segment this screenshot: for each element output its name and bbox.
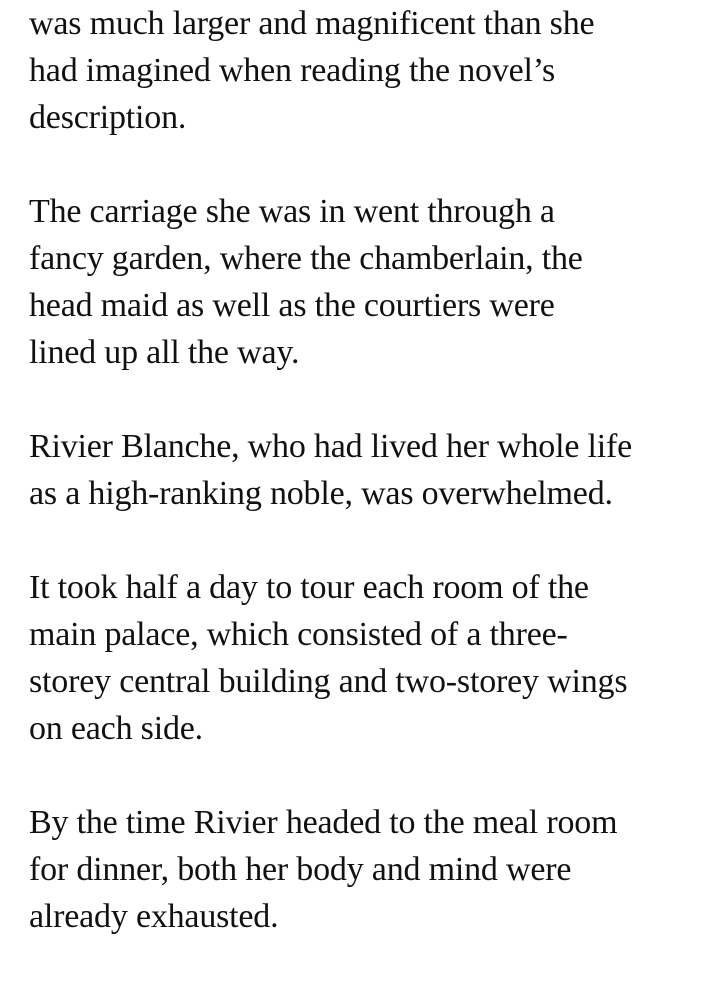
- text-line: Rivier Blanche, who had lived her whole life: [29, 428, 633, 465]
- paragraph-spacer: [29, 376, 710, 423]
- text-line: for dinner, both her body and mind were: [29, 851, 572, 888]
- paragraph: [29, 0, 710, 141]
- text-line: as a high-ranking noble, was overwhelmed.: [29, 475, 613, 512]
- text-line: main palace, which consisted of a three-: [29, 616, 568, 653]
- paragraph: [29, 799, 710, 940]
- text-line: fancy garden, where the chamberlain, the: [29, 240, 583, 277]
- text-line: on each side.: [29, 710, 203, 747]
- paragraph: [29, 564, 710, 752]
- paragraph-spacer: [29, 141, 710, 188]
- text-line: already exhausted.: [29, 898, 279, 935]
- text-line: head maid as well as the courtiers were: [29, 287, 555, 324]
- text-line: lined up all the way.: [29, 334, 300, 371]
- paragraph-spacer: [29, 752, 710, 799]
- text-line: It took half a day to tour each room of the: [29, 569, 589, 606]
- paragraph: [29, 423, 710, 517]
- text-line: was much larger and magnificent than she: [29, 5, 595, 42]
- text-line: storey central building and two-storey wings: [29, 663, 628, 700]
- text-line: description.: [29, 99, 187, 136]
- paragraph: [29, 188, 710, 376]
- text-line: The carriage she was in went through a: [29, 193, 555, 230]
- text-line: had imagined when reading the novel’s: [29, 52, 556, 89]
- paragraph-spacer: [29, 517, 710, 564]
- text-line: By the time Rivier headed to the meal room: [29, 804, 618, 841]
